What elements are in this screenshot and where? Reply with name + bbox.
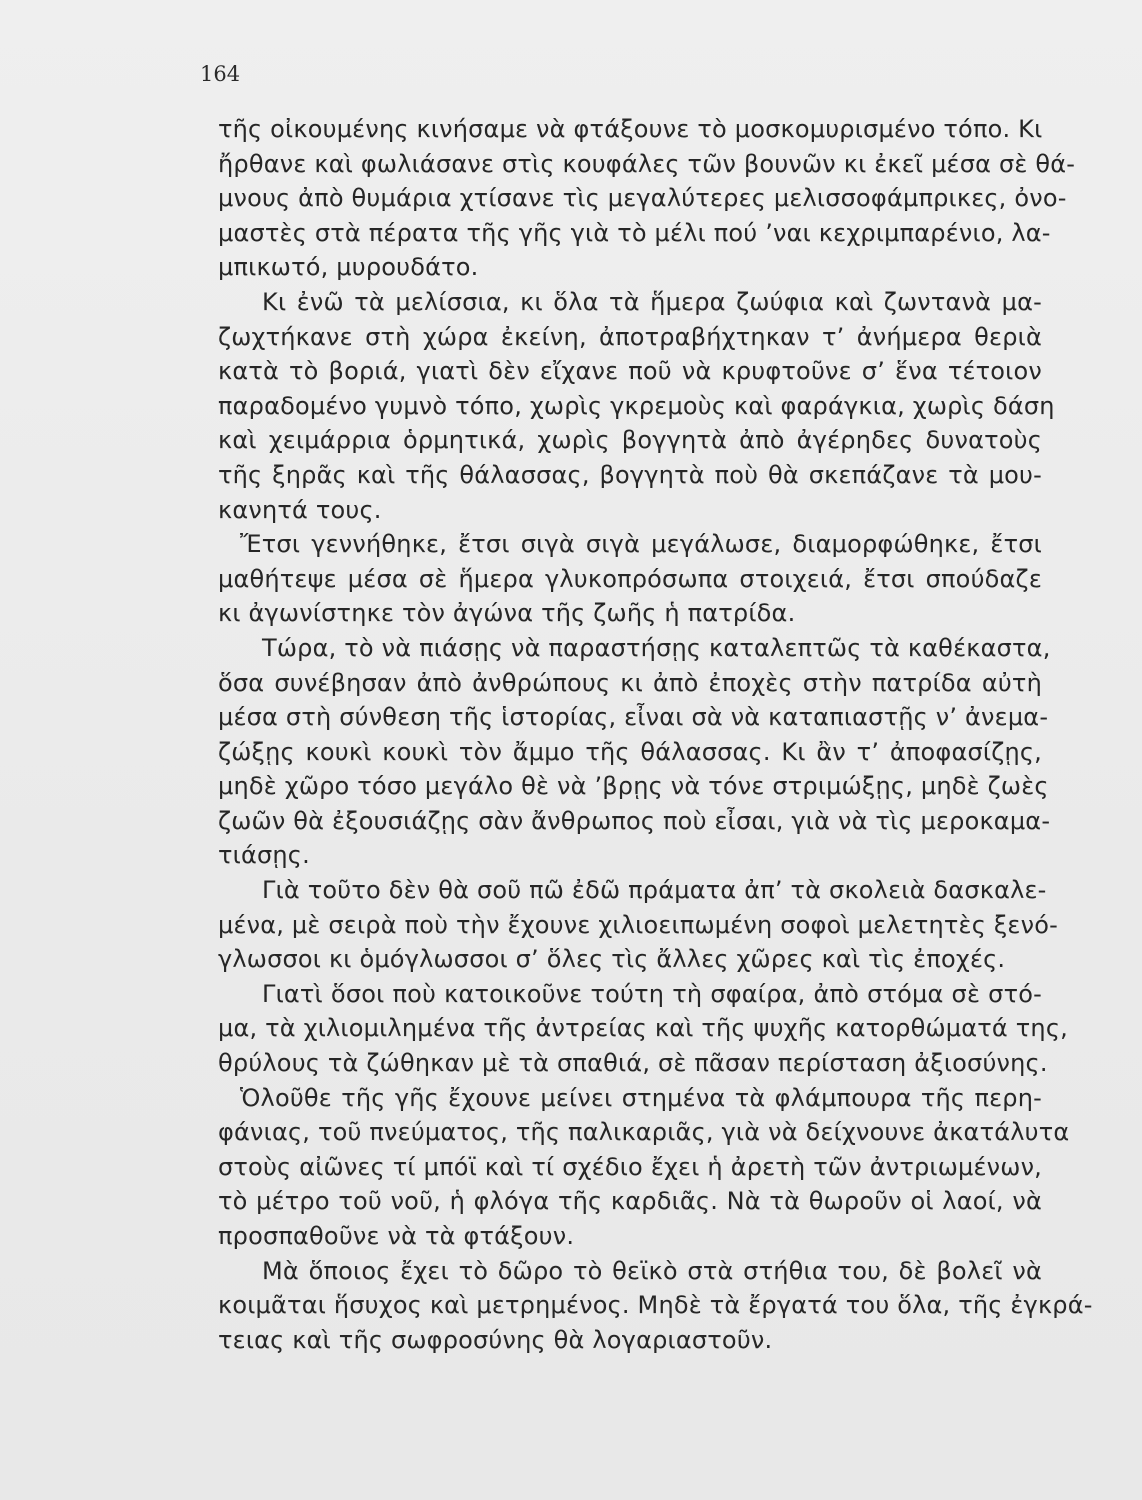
page-number: 164 [200, 62, 241, 86]
text-line: μαστὲς στὰ πέρατα τῆς γῆς γιὰ τὸ μέλι πού ’ναι κεχριμπαρένιο, λα- [218, 218, 1051, 247]
body-text [218, 112, 1093, 1357]
text-line: τειας καὶ τῆς σωφροσύνης θὰ λογαριαστοῦν. [218, 1325, 773, 1354]
text-line: Τώρα, τὸ νὰ πιάσῃς νὰ παραστήσῃς καταλεπτῶς τὰ καθέκαστα, [262, 633, 1051, 662]
text-line: ζωχτήκανε στὴ χώρα ἐκείνη, ἀποτραβήχτηκαν τ’ ἀνήμερα θεριὰ [218, 322, 1042, 351]
text-line: μπικωτό, μυρουδάτο. [218, 253, 479, 282]
text-line: γλωσσοι κι ὁμόγλωσσοι σ’ ὅλες τὶς ἄλλες χῶρες καὶ τὶς ἐποχές. [218, 945, 1006, 974]
text-line: τιάσῃς. [218, 841, 310, 870]
text-line: Ἔτσι γεννήθηκε, ἔτσι σιγὰ σιγὰ μεγάλωσε, διαμορφώθηκε, ἔτσι [240, 530, 1042, 559]
text-line: Ὁλοῦθε τῆς γῆς ἔχουνε μείνει στημένα τὰ φλάμπουρα τῆς περη- [240, 1083, 1042, 1112]
text-line: Γιατὶ ὅσοι ποὺ κατοικοῦνε τούτη τὴ σφαίρα, ἀπὸ στόμα σὲ στό- [262, 979, 1042, 1008]
text-line: καὶ χειμάρρια ὁρμητικά, χωρὶς βογγητὰ ἀπὸ ἀγέρηδες δυνατοὺς [218, 426, 1042, 455]
text-line: ζωῶν θὰ ἐξουσιάζῃς σὰν ἄνθρωπος ποὺ εἶσαι, γιὰ νὰ τὶς μεροκαμα- [218, 806, 1051, 835]
paragraph-2 [218, 285, 1055, 527]
text-line: μέσα στὴ σύνθεση τῆς ἱστορίας, εἶναι σὰ νὰ καταπιαστῇς ν’ ἀνεμα- [218, 703, 1049, 732]
paragraph-6 [218, 977, 1068, 1081]
text-line: ζώξῃς κουκὶ κουκὶ τὸν ἄμμο τῆς θάλασσας. Κι ἂν τ’ ἀποφασίζῃς, [218, 737, 1042, 766]
text-line: τὸ μέτρο τοῦ νοῦ, ἡ φλόγα τῆς καρδιᾶς. Νὰ τὰ θωροῦν οἱ λαοί, νὰ [218, 1187, 1042, 1216]
text-line: φάνιας, τοῦ πνεύματος, τῆς παλικαριᾶς, γιὰ νὰ δείχνουνε ἀκατάλυτα [218, 1118, 1070, 1147]
paragraph-4 [218, 631, 1051, 873]
text-line: μα, τὰ χιλιομιλημένα τῆς ἀντρείας καὶ τῆς ψυχῆς κατορθώματά της, [218, 1014, 1068, 1043]
text-line: ἤρθανε καὶ φωλιάσανε στὶς κουφάλες τῶν βουνῶν κι ἐκεῖ μέσα σὲ θά- [218, 149, 1076, 178]
text-line: τῆς οἰκουμένης κινήσαμε νὰ φτάξουνε τὸ μοσκομυρισμένο τόπο. Κι [218, 115, 1043, 143]
text-line: μαθήτεψε μέσα σὲ ἥμερα γλυκοπρόσωπα στοιχειά, ἔτσι σπούδαζε [218, 564, 1042, 593]
text-line: Μὰ ὅποιος ἔχει τὸ δῶρο τὸ θεϊκὸ στὰ στήθια του, δὲ βολεῖ νὰ [262, 1256, 1042, 1285]
text-line: κατὰ τὸ βοριά, γιατὶ δὲν εἴχανε ποῦ νὰ κρυφτοῦνε σ’ ἕνα τέτοιον [218, 357, 1042, 386]
text-line: Γιὰ τοῦτο δὲν θὰ σοῦ πῶ ἐδῶ πράματα ἀπ’ τὰ σκολειὰ δασκαλε- [262, 876, 1047, 905]
text-line: προσπαθοῦνε νὰ τὰ φτάξουν. [218, 1222, 575, 1250]
text-line: μνους ἀπὸ θυμάρια χτίσανε τὶς μεγαλύτερες μελισσοφάμπρικες, ὀνο- [218, 184, 1067, 213]
text-line: κανητά τους. [218, 495, 382, 524]
text-line: Κι ἐνῶ τὰ μελίσσια, κι ὅλα τὰ ἥμερα ζωύφια καὶ ζωντανὰ μα- [262, 287, 1042, 316]
text-line: τῆς ξηρᾶς καὶ τῆς θάλασσας, βογγητὰ ποὺ θὰ σκεπάζανε τὰ μου- [218, 460, 1042, 489]
text-line: κι ἀγωνίστηκε τὸν ἀγώνα τῆς ζωῆς ἡ πατρίδα. [218, 599, 796, 628]
paragraph-8 [218, 1254, 1093, 1358]
paragraph-1 [218, 112, 1076, 285]
text-line: μένα, μὲ σειρὰ ποὺ τὴν ἔχουνε χιλιοειπωμένη σοφοὶ μελετητὲς ξενό- [218, 910, 1058, 939]
text-line: παραδομένο γυμνὸ τόπο, χωρὶς γκρεμοὺς καὶ φαράγκια, χωρὶς δάση [218, 391, 1055, 420]
text-line: ὅσα συνέβησαν ἀπὸ ἀνθρώπους κι ἀπὸ ἐποχὲς στὴν πατρίδα αὐτὴ [218, 668, 1042, 697]
paragraph-7 [218, 1081, 1070, 1254]
text-line: κοιμᾶται ἥσυχος καὶ μετρημένος. Μηδὲ τὰ ἔργατά του ὅλα, τῆς ἐγκρά- [218, 1291, 1093, 1320]
text-line: μηδὲ χῶρο τόσο μεγάλο θὲ νὰ ’βρῃς νὰ τόνε στριμώξῃς, μηδὲ ζωὲς [218, 772, 1049, 801]
paragraph-3 [218, 527, 1042, 631]
paragraph-5 [218, 873, 1058, 977]
text-line: στοὺς αἰῶνες τί μπόϊ καὶ τί σχέδιο ἔχει ἡ ἀρετὴ τῶν ἀντριωμένων, [218, 1152, 1042, 1181]
text-line: θρύλους τὰ ζώθηκαν μὲ τὰ σπαθιά, σὲ πᾶσαν περίσταση ἀξιοσύνης. [218, 1049, 1048, 1078]
